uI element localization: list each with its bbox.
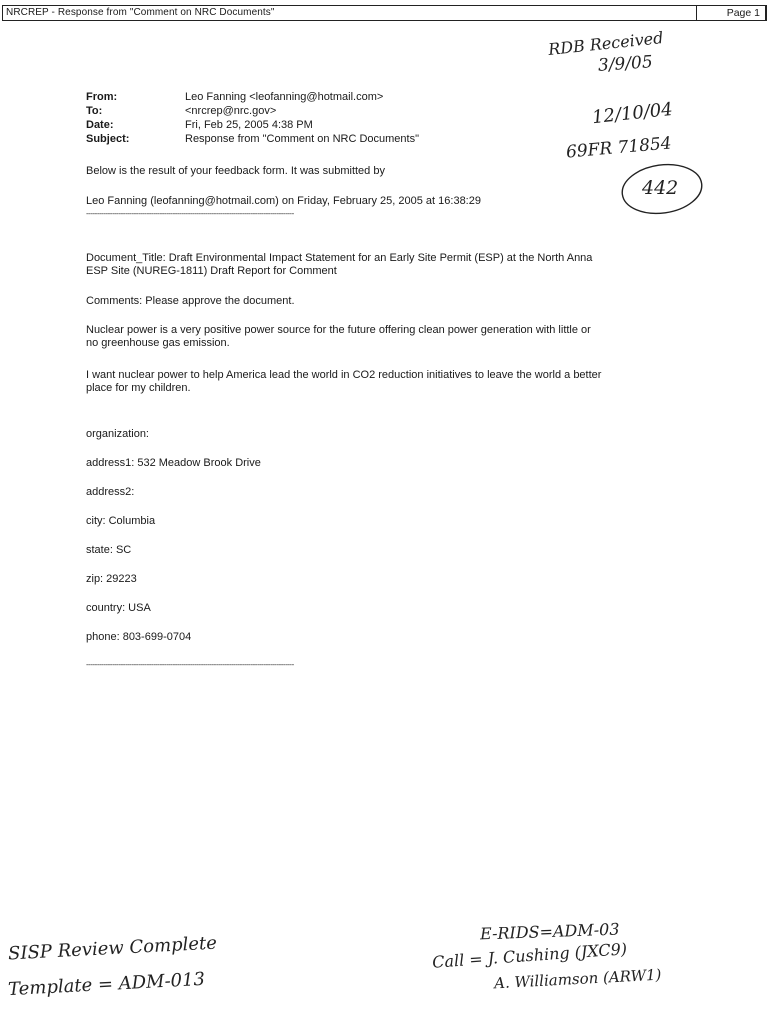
zip-field: zip: 29223 (86, 573, 137, 585)
document-title-line1: Document_Title: Draft Environmental Impact Statement for an Early Site Permit (ESP) at the North Anna (86, 252, 593, 264)
handwritten-review-complete: SISP Review Complete (7, 932, 218, 965)
subject-value: Response from "Comment on NRC Documents" (185, 133, 420, 145)
separator-rule-bottom: ------------------------------------------------------------------------------------------------ (86, 660, 294, 669)
city-field: city: Columbia (86, 515, 156, 527)
subject-label: Subject: (86, 133, 130, 145)
page-number: Page 1 (726, 7, 760, 19)
handwritten-circled-number: 442 (642, 177, 679, 199)
separator-rule-top: ------------------------------------------------------------------------------------------------ (86, 209, 294, 218)
paragraph1-line1: Nuclear power is a very positive power source for the future offering clean power generation with little or (86, 324, 591, 336)
paragraph2-line2: place for my children. (86, 382, 191, 394)
submitter-text: Leo Fanning (leofanning@hotmail.com) on Friday, February 25, 2005 at 16:38:29 (86, 195, 481, 207)
date-label: Date: (86, 119, 114, 131)
handwritten-date: 12/10/04 (591, 98, 674, 129)
handwritten-received-stamp: RDB Received (547, 28, 665, 59)
from-label: From: (86, 91, 118, 103)
page-header-title: NRCREP - Response from "Comment on NRC Documents" (6, 7, 275, 18)
intro-text: Below is the result of your feedback form. It was submitted by (86, 165, 385, 177)
state-field: state: SC (86, 544, 132, 556)
phone-field: phone: 803-699-0704 (86, 631, 192, 643)
header-divider (696, 6, 697, 20)
paragraph2-line1: I want nuclear power to help America lead the world in CO2 reduction initiatives to leave the world a better (86, 369, 602, 381)
address1-field: address1: 532 Meadow Brook Drive (86, 457, 261, 469)
handwritten-federal-register-ref: 69FR 71854 (565, 133, 673, 163)
address2-field: address2: (86, 486, 135, 498)
to-label: To: (86, 105, 103, 117)
from-value: Leo Fanning <leofanning@hotmail.com> (185, 91, 384, 103)
document-title-line2: ESP Site (NUREG-1811) Draft Report for Comment (86, 265, 337, 277)
to-value: <nrcrep@nrc.gov> (185, 105, 277, 117)
handwritten-distribution-line1: Call = J. Cushing (JXC9) (431, 939, 628, 972)
handwritten-received-date: 3/9/05 (597, 52, 654, 76)
date-value: Fri, Feb 25, 2005 4:38 PM (185, 119, 313, 131)
paragraph1-line2: no greenhouse gas emission. (86, 337, 230, 349)
comments-text: Comments: Please approve the document. (86, 295, 295, 307)
organization-field: organization: (86, 428, 149, 440)
handwritten-rids: E-RIDS=ADM-03 (479, 919, 620, 944)
handwritten-template: Template = ADM-013 (7, 968, 206, 1001)
country-field: country: USA (86, 602, 151, 614)
handwritten-distribution-line2: A. Williamson (ARW1) (493, 965, 662, 993)
